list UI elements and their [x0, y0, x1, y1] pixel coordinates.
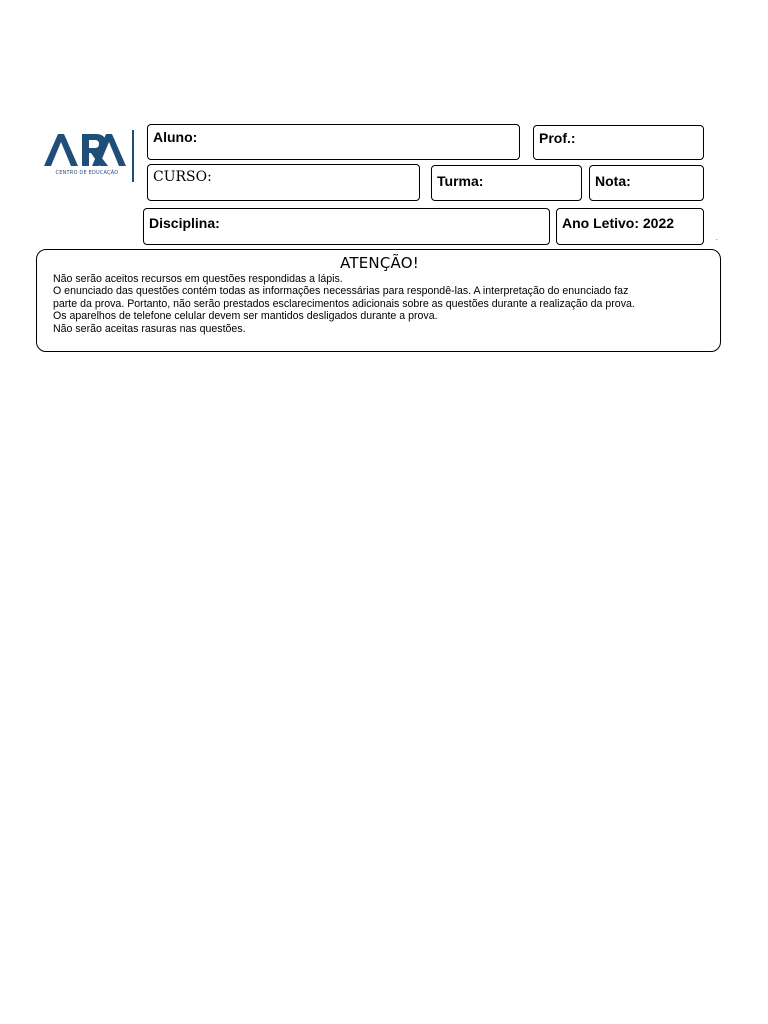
logo-subtitle: CENTRO DE EDUCAÇÃO: [55, 170, 119, 176]
nota-field[interactable]: Nota:: [589, 165, 704, 201]
notice-line: parte da prova. Portanto, não serão prestados esclarecimentos adicionais sobre as questões durante a realização da prova.: [53, 297, 635, 310]
prof-field[interactable]: Prof.:: [533, 125, 704, 160]
notice-line: Os aparelhos de telefone celular devem ser mantidos desligados durante a prova.: [53, 310, 438, 323]
logo-divider: [132, 130, 134, 182]
notice-title: ATENÇÃO!: [340, 254, 419, 272]
school-logo: [42, 128, 138, 184]
curso-field[interactable]: CURSO:: [147, 164, 420, 201]
logo-mark: [42, 130, 126, 168]
ano-letivo-field: Ano Letivo: 2022: [556, 208, 704, 245]
disciplina-field[interactable]: Disciplina:: [143, 208, 550, 245]
notice-line: O enunciado das questões contém todas as informações necessárias para respondê-las. A interpretação do enunciado faz: [53, 285, 629, 298]
stray-dot: .: [716, 236, 718, 242]
turma-field[interactable]: Turma:: [431, 165, 582, 201]
notice-line: Não serão aceitos recursos em questões respondidas a lápis.: [53, 273, 343, 285]
notice-line: Não serão aceitas rasuras nas questões.: [53, 322, 246, 335]
aluno-field[interactable]: Aluno:: [147, 124, 520, 160]
attention-notice: [36, 249, 721, 352]
